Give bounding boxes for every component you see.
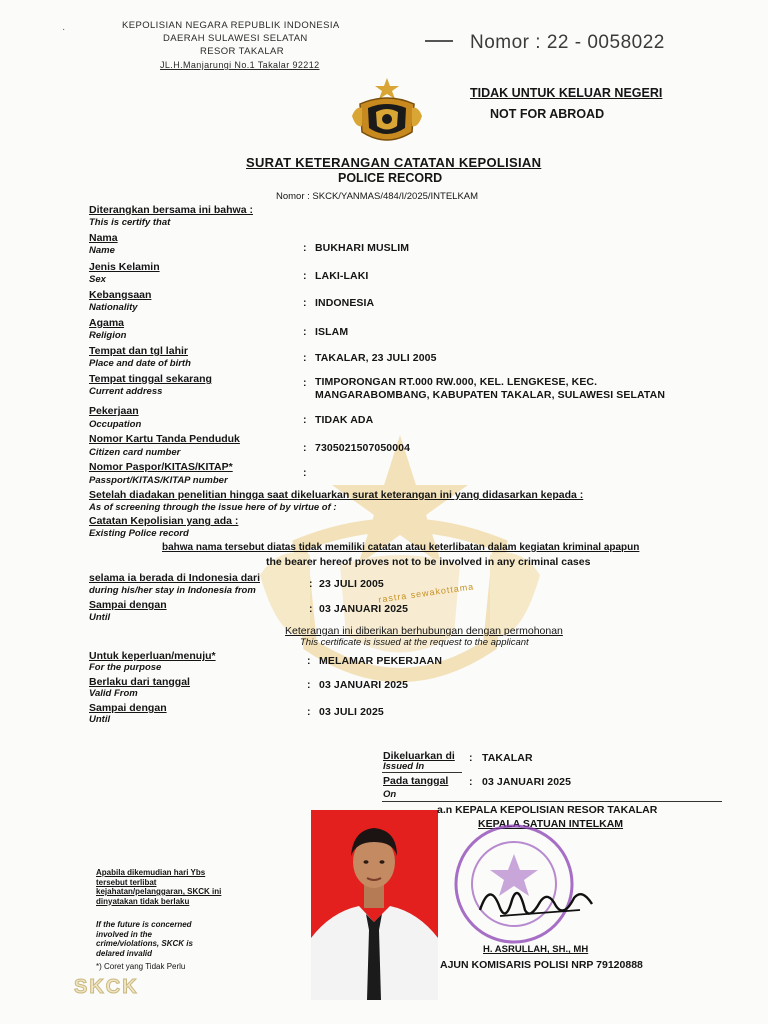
colon: : [307,655,311,667]
valid-from-label-en: Valid From [89,688,138,699]
issued-on-value: 03 JANUARI 2025 [482,776,572,788]
field-label-address-en: Current address [89,386,163,397]
scan-mark: · [62,24,66,35]
purpose-value: MELAMAR PEKERJAAN [319,655,443,667]
skck-logo: SKCK [74,976,139,998]
purpose-label-en: For the purpose [89,662,162,673]
stay-from-label: selama ia berada di Indonesia dari [89,572,260,584]
not-for-abroad-id: TIDAK UNTUK KELUAR NEGERI [470,86,663,100]
header-resor: RESOR TAKALAR [200,46,285,57]
record-number: Nomor : SKCK/YANMAS/484/I/2025/INTELKAM [276,191,479,202]
field-value-nationality: INDONESIA [315,297,375,309]
divider [382,801,722,802]
stay-until-label-en: Until [89,612,111,623]
field-label-occupation-en: Occupation [89,419,142,430]
field-label-sex: Jenis Kelamin [89,261,160,273]
not-for-abroad-en: NOT FOR ABROAD [490,107,605,121]
colon: : [303,442,307,454]
stay-from-value: 23 JULI 2005 [319,578,384,590]
field-label-nik: Nomor Kartu Tanda Penduduk [89,433,240,445]
field-label-religion-en: Religion [89,330,127,341]
field-label-nationality-en: Nationality [89,302,138,313]
footnote-id: Apabila dikemudian hari Ybs tersebut terlibat kejahatan/pelanggaran, SKCK ini dinyatakan tidak berlaku [96,868,222,906]
watermark-motto: rastra sewakottama [377,581,475,605]
document-number: Nomor : 22 - 0058022 [470,32,665,53]
field-value-birth: TAKALAR, 23 JULI 2005 [315,352,437,364]
valid-until-label-en: Until [89,714,111,725]
issued-note-id: Keterangan ini diberikan berhubungan dengan permohonan [285,625,563,637]
divider [382,772,462,773]
issued-on-label: Pada tanggal [383,775,449,787]
scan-mark [425,40,453,42]
document-subtitle: POLICE RECORD [338,171,443,185]
issued-in-value: TAKALAR [482,752,533,764]
colon: : [469,752,473,764]
footnote-en: If the future is concerned involved in the crime/violations, SKCK is delared invalid [96,920,193,958]
field-label-birth-en: Place and date of birth [89,358,191,369]
issued-in-label: Dikeluarkan di [383,750,455,762]
valid-until-label: Sampai dengan [89,702,167,714]
footnote-note: *) Coret yang Tidak Perlu [96,962,186,971]
colon: : [307,679,311,691]
existing-record-en: Existing Police record [89,528,189,539]
colon: : [307,706,311,718]
stay-until-label: Sampai dengan [89,599,167,611]
field-label-occupation: Pekerjaan [89,405,139,417]
intro-id: Diterangkan bersama ini bahwa : [89,204,253,216]
field-value-address-line2: MANGARABOMBANG, KABUPATEN TAKALAR, SULAWESI SELATAN [315,389,666,401]
colon: : [303,352,307,364]
field-value-sex: LAKI-LAKI [315,270,369,282]
signature-title-2: KEPALA SATUAN INTELKAM [478,818,624,830]
document-title: SURAT KETERANGAN CATATAN KEPOLISIAN [246,155,542,170]
field-label-nik-en: Citizen card number [89,447,181,458]
field-label-passport: Nomor Paspor/KITAS/KITAP* [89,461,233,473]
colon: : [303,414,307,426]
colon: : [469,776,473,788]
header-region: DAERAH SULAWESI SELATAN [163,33,308,44]
valid-until-value: 03 JULI 2025 [319,706,384,718]
issued-note-en: This certificate is issued at the request to the applicant [300,637,529,648]
intro-en: This is certify that [89,217,171,228]
existing-record-id: Catatan Kepolisian yang ada : [89,515,239,527]
colon: : [303,326,307,338]
screening-en: As of screening through the issue here of by virtue of : [89,502,337,513]
field-label-passport-en: Passport/KITAS/KITAP number [89,475,228,486]
signature-title-1: a.n KEPALA KEPOLISIAN RESOR TAKALAR [437,804,658,816]
colon: : [303,467,307,479]
field-value-name: BUKHARI MUSLIM [315,242,410,254]
stay-until-value: 03 JANUARI 2025 [319,603,409,615]
colon: : [309,603,313,615]
field-label-birth: Tempat dan tgl lahir [89,345,188,357]
field-value-occupation: TIDAK ADA [315,414,374,426]
colon: : [303,377,307,389]
screening-id: Setelah diadakan penelitian hingga saat dikeluarkan surat keterangan ini yang didasarkan kepada : [89,489,584,501]
colon: : [303,297,307,309]
field-label-nationality: Kebangsaan [89,289,152,301]
colon: : [303,242,307,254]
field-value-religion: ISLAM [315,326,349,338]
valid-from-label: Berlaku dari tanggal [89,676,190,688]
colon: : [309,578,313,590]
applicant-photo [311,810,438,1000]
issued-in-label-en: Issued In [383,761,425,772]
valid-from-value: 03 JANUARI 2025 [319,679,409,691]
header-address: JL.H.Manjarungi No.1 Takalar 92212 [160,60,320,70]
field-label-religion: Agama [89,317,125,329]
field-value-address-line1: TIMPORONGAN RT.000 RW.000, KEL. LENGKESE, KEC. [315,376,598,388]
signatory-rank: AJUN KOMISARIS POLISI NRP 79120888 [440,959,643,971]
signatory-name: H. ASRULLAH, SH., MH [483,944,589,955]
statement-en: the bearer hereof proves not to be involved in any criminal cases [266,556,591,568]
field-label-sex-en: Sex [89,274,106,285]
field-label-name-en: Name [89,245,115,256]
stay-from-label-en: during his/her stay in Indonesia from [89,585,256,596]
header-institution: KEPOLISIAN NEGARA REPUBLIK INDONESIA [122,20,340,31]
field-label-name: Nama [89,232,118,244]
field-label-address: Tempat tinggal sekarang [89,373,212,385]
purpose-label: Untuk keperluan/menuju* [89,650,216,662]
colon: : [303,270,307,282]
signature-icon [470,870,600,930]
field-value-nik: 7305021507050004 [315,442,411,454]
police-emblem-icon [348,76,426,148]
statement-id: bahwa nama tersebut diatas tidak memiliki catatan atau keterlibatan dalam kegiatan kriminal apapun [162,542,640,553]
issued-on-label-en: On [383,789,397,800]
